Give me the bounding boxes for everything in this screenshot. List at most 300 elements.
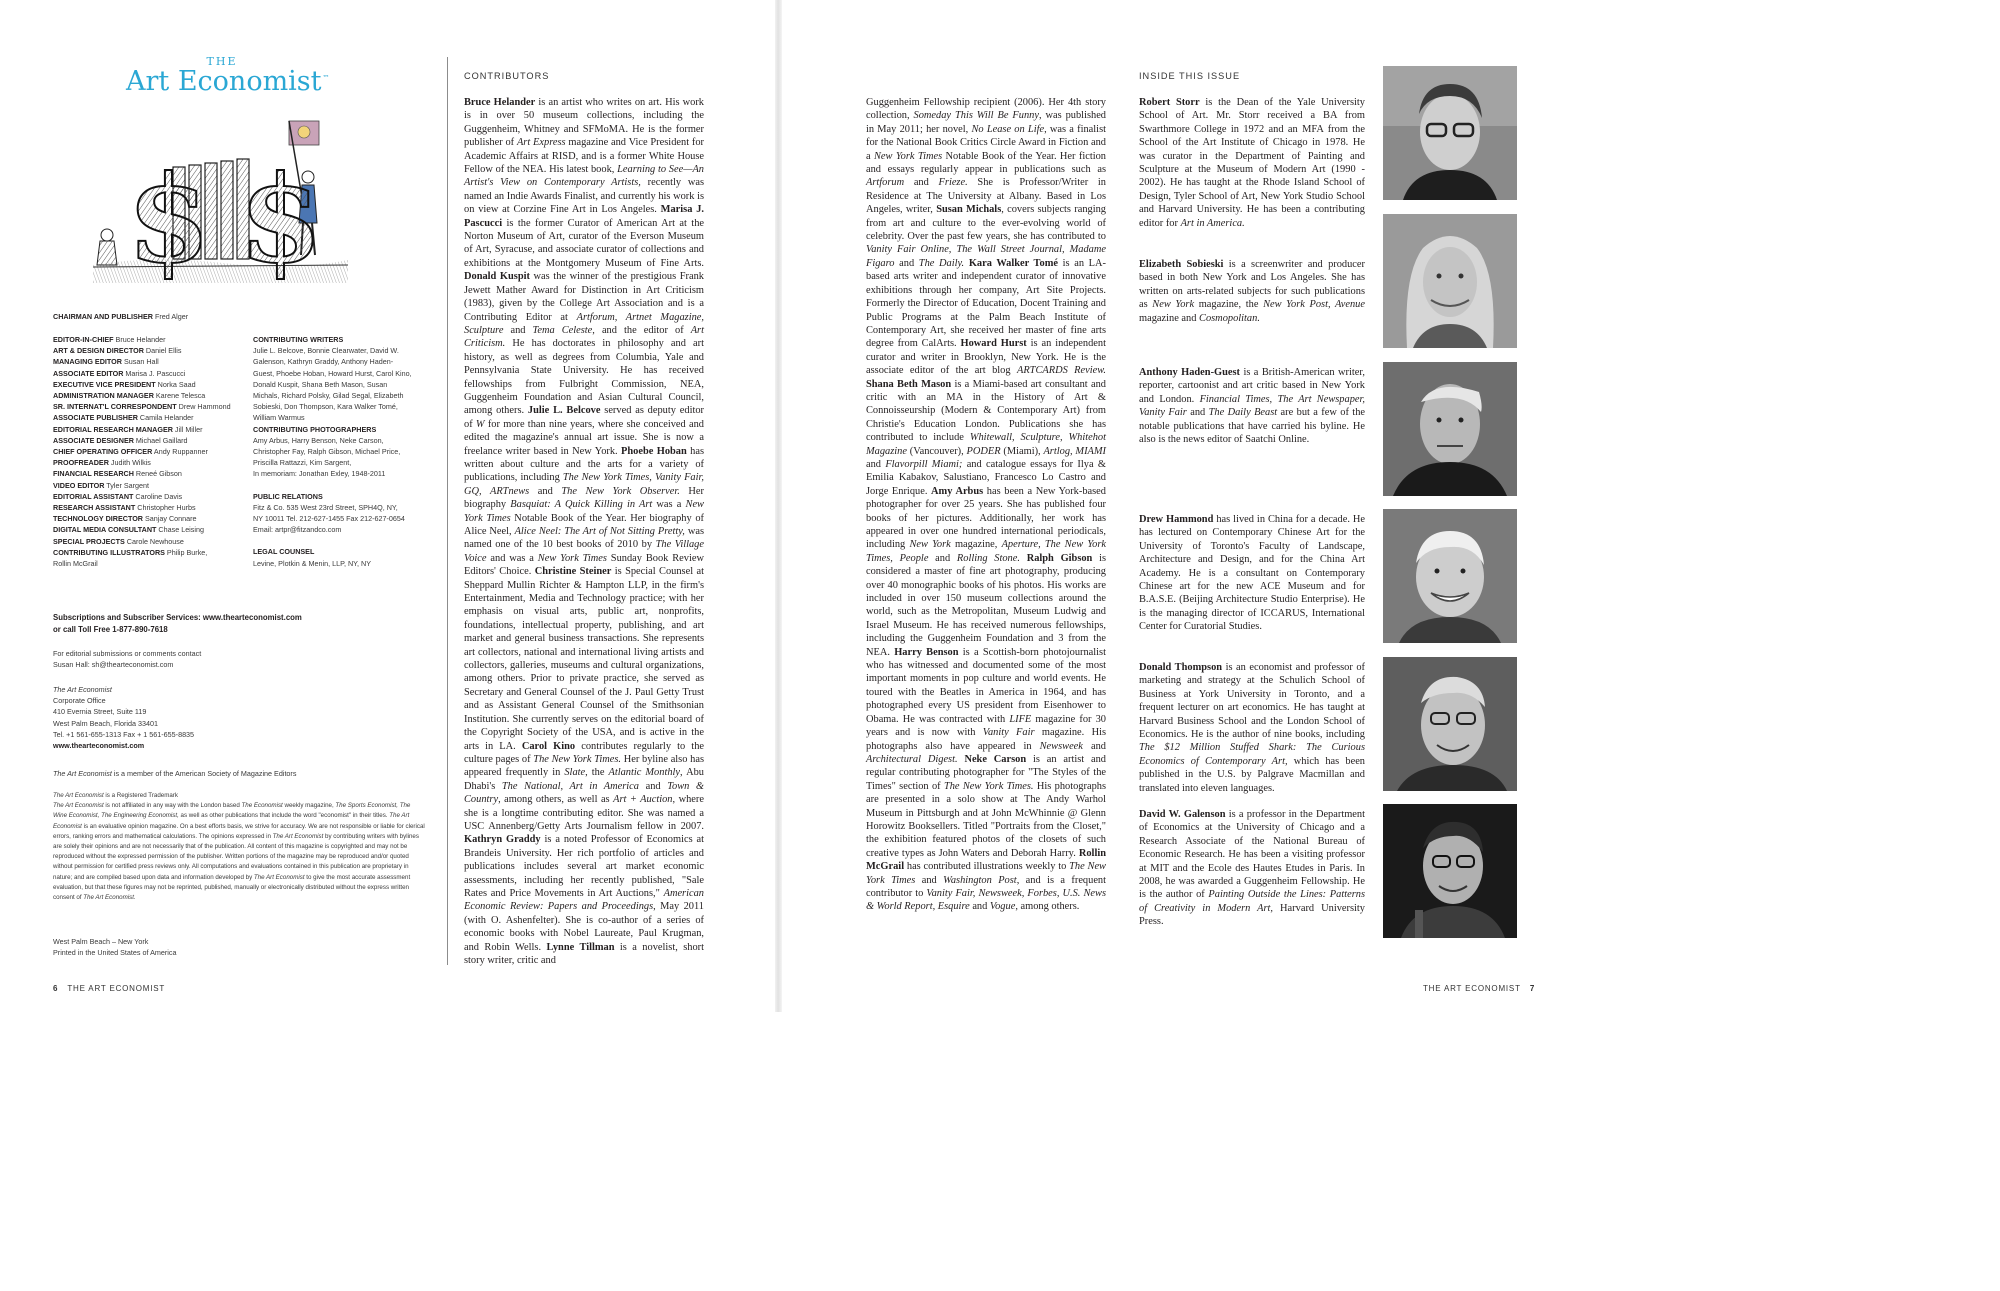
staff-role: EXECUTIVE VICE PRESIDENT — [53, 379, 156, 389]
text-run: contributes regularly to the culture pages of — [464, 740, 705, 765]
text-line: Amy Arbus, Harry Benson, Neke Carson, — [253, 435, 384, 445]
text-run: by contributing writers with bylines are solely their opinions and are not necessarily that of the publication. All content of this magazine is copyrighted and may not be reproduced without the expressed permission of the publisher. Written portions of the magazine may be reproduced and/or quoted without permission for certified press reviews only. All computations and evaluations contained in this publication are proprietary in nature; and are compiled based upon data and information developed by — [53, 832, 419, 881]
name-run: Donald Thompson — [1139, 662, 1223, 673]
text-run: New York Times — [464, 499, 704, 524]
name-run: Elizabeth Sobieski — [1139, 259, 1224, 270]
staff-name: Caroline Davis — [133, 491, 183, 501]
photographers-heading: CONTRIBUTING PHOTOGRAPHERS — [253, 424, 377, 434]
text-run: Slate — [564, 767, 586, 779]
text-line: Julie L. Belcove, Bonnie Clearwater, David W. — [253, 346, 399, 356]
text-run: Architectural Digest. — [866, 753, 958, 765]
name-run: Christine Steiner — [534, 566, 612, 578]
staff-name: Chase Leising — [156, 525, 204, 535]
name-run: Kathryn Graddy — [464, 834, 541, 846]
text-run: and — [1186, 407, 1209, 419]
text-run: (Miami), — [1000, 445, 1044, 457]
contributors-credits — [253, 334, 443, 569]
staff-entry — [53, 524, 248, 535]
text-run: and — [904, 177, 939, 189]
text-run: Rolling Stone. — [956, 552, 1020, 564]
staff-role: EDITOR-IN-CHIEF — [53, 335, 114, 344]
text-line: NY 10011 Tel. 212-627-1455 Fax 212-627-0654 — [253, 514, 405, 524]
text-run: and catalogue essays for Ilya & Emilia Kabakov, Salustiano, Francesco Lo Castro and Jorge Enrique. — [866, 458, 1106, 497]
text-run: , where she is a longtime contributing editor. She was named a USC Annenberg/Getty Arts Journalism fellow in 2007. — [464, 794, 704, 832]
text-run: The Art Economist. — [83, 894, 136, 902]
staff-entry — [53, 390, 248, 401]
text-run: His photographs are presented in a solo show at The Andy Warhol Museum in Pittsburgh and at John McWhinnie @ Glenn Horowitz Booksellers. Titled "Portraits from the Closet," the exhibition featured photos of the closets of such creative types as John Waters and Deborah Harry. — [866, 780, 1106, 859]
staff-entry — [53, 424, 248, 435]
writers-lines — [253, 345, 443, 423]
trademark-title — [53, 791, 425, 801]
text-run: New York Times — [873, 150, 943, 162]
text-run: Artlog, MIAMI — [1043, 445, 1106, 457]
text-run: Painting Outside the Lines: Patterns of Creativity in Modern Art, — [1139, 889, 1366, 914]
text-run: has been a New York-based photographer for over 25 years. She has published four books of her pictures. Additionally, her work has appeared in over one hundred international periodicals, including — [866, 485, 1106, 551]
text-line: Christopher Fay, Ralph Gibson, Michael Price, — [253, 447, 401, 457]
staff-name: Sanjay Connare — [142, 514, 197, 524]
portrait-drew-hammond-icon — [1383, 509, 1517, 643]
text-run: , May 2011 (with O. Ashenfelter). She is co-author of a series of economic books with Nobel Laureate, Paul Krugman, and Robin Wells. — [464, 901, 704, 953]
text-run: Her biography — [464, 485, 704, 511]
asme-publication: The Art Economist — [53, 769, 112, 778]
text-run: The Art Economist — [253, 873, 305, 881]
text-run: The Sports Economist, The Wine Economist, The Engineering Economist, — [53, 802, 411, 820]
staff-entry — [53, 446, 248, 457]
text-line: Donald Kuspit, Shana Beth Mason, Susan — [253, 379, 388, 389]
text-run: , and the editor of — [592, 324, 691, 336]
text-run: The New York Times — [866, 861, 1106, 886]
staff-name: Marisa J. Pascucci — [123, 368, 186, 378]
text-run: , among others. — [1015, 901, 1080, 913]
text-run: as well as other publications that include the word "economist" in their titles. — [178, 812, 390, 820]
masthead-staff-list — [53, 334, 248, 569]
text-run: was named one of the 10 best books of 2010 by — [464, 526, 704, 551]
text-line: Michals, Richard Polsky, Gilad Segal, Elizabeth — [253, 391, 404, 401]
text-run: , was published in May 2011; her novel, — [866, 110, 1106, 135]
text-run: Art + Auction — [613, 794, 673, 806]
text-run: New York — [1152, 299, 1195, 311]
staff-entry — [53, 412, 248, 423]
text-run: Art Express — [516, 137, 566, 149]
page-number-left: 6 — [53, 984, 59, 993]
trademark-body — [53, 801, 425, 903]
trademark-notice — [53, 791, 425, 903]
contributors-heading: CONTRIBUTORS — [464, 71, 550, 81]
text-run: Notable Book of the Year. Her biography of Alice Neel, — [464, 512, 705, 537]
name-run: Marisa J. Pascucci — [464, 204, 704, 229]
name-run: Kara Walker Tomé — [968, 257, 1058, 269]
text-run: is a screenwriter and producer based in both New York and Los Angeles. She has written on arts-related subjects for such publications as — [1139, 259, 1365, 311]
name-run: Julie L. Belcove — [527, 405, 601, 417]
text-run: The New York Observer. — [561, 485, 680, 497]
text-line: Guest, Phoebe Hoban, Howard Hurst, Carol Kino, — [253, 368, 412, 378]
public-relations-heading: PUBLIC RELATIONS — [253, 491, 323, 501]
text-run: is an artist who writes on art. His work is in over 50 museum collections, including the Guggenheim, Whitney and SFMoMA. He is the former publisher of — [464, 97, 705, 149]
dollar-right: $ — [239, 149, 323, 283]
inside-this-issue-heading: INSIDE THIS ISSUE — [1139, 71, 1241, 81]
text-run: Newsweek — [1039, 740, 1083, 752]
text-run: is a novelist, short story writer, critic and — [464, 941, 705, 966]
office-lines — [53, 695, 194, 740]
text-run: The Art Economist — [53, 812, 410, 830]
name-run: Susan Michals — [936, 204, 1002, 216]
bio-donald-thompson — [1139, 661, 1365, 795]
name-run: Ralph Gibson — [1026, 552, 1093, 564]
text-run: Alice Neel: The Art of Not Sitting Pretty, — [514, 526, 685, 537]
trademark-title-rest: is a Registered Trademark — [103, 792, 178, 799]
text-line: Fitz & Co. 535 West 23rd Street, SPH4Q, NY, — [253, 502, 398, 512]
bio-elizabeth-sobieski — [1139, 258, 1365, 325]
text-run: The National, Art in America — [501, 780, 639, 792]
folio-left-title: THE ART ECONOMIST — [67, 984, 166, 993]
text-run: and was a — [486, 552, 538, 564]
text-run: weekly magazine, — [282, 802, 336, 810]
editorial-line-2: Susan Hall: sh@thearteconomist.com — [53, 660, 174, 670]
staff-entry-continued: Rollin McGrail — [53, 559, 98, 569]
name-run: Robert Storr — [1139, 97, 1200, 108]
staff-role: ASSOCIATE DESIGNER — [53, 435, 134, 445]
staff-name: Carole Newhouse — [124, 536, 184, 546]
staff-entry — [53, 547, 248, 558]
name-run: Bruce Helander — [464, 97, 536, 108]
contributors-column-1 — [464, 96, 704, 967]
text-run: and — [1082, 740, 1106, 752]
portrait-elizabeth-sobieski-icon — [1383, 214, 1517, 348]
staff-name: Jill Miller — [172, 424, 203, 434]
name-run: Donald Kuspit — [464, 271, 530, 283]
text-run: served as deputy editor of — [464, 405, 705, 430]
name-run: Phoebe Hoban — [621, 445, 687, 457]
text-run: LIFE — [1009, 713, 1032, 725]
bio-david-galenson — [1139, 808, 1365, 929]
staff-name: Daniel Ellis — [143, 346, 182, 356]
text-run: The New York Times, Vanity Fair, GQ, ARTnews — [464, 472, 704, 497]
text-run: recently was named an Indie Awards Finalist, and currently his work is on view at Corzine Fine Art in Los Angeles. — [464, 177, 704, 216]
legal-counsel-lines — [253, 558, 443, 569]
staff-role: FINANCIAL RESEARCH — [53, 469, 134, 479]
text-run: is an independent curator and writer in Brooklyn, New York. He is the associate editor of the art blog — [866, 338, 1106, 377]
name-run: Neke Carson — [964, 753, 1027, 765]
text-run: has contributed illustrations weekly to — [904, 861, 1070, 873]
asme-note — [53, 768, 296, 779]
staff-entry — [53, 468, 248, 479]
text-run: magazine for 30 years and is now with — [866, 713, 1107, 739]
text-run: is considered a master of fine art photography, producing over 40 monographic books of his photos. His works are included in over 150 museum collections around the world, such as the Metropolitan, Museum Ludwig and Israel Museum. He has received numerous fellowships, including the Guggenheim Foundation and 3 from the NEA. — [866, 552, 1107, 658]
text-run: magazine and — [1139, 312, 1200, 324]
text-run: , Abu Dhabi's — [464, 767, 704, 792]
trademark-title-name: The Art Economist — [53, 792, 104, 799]
text-run: (Vancouver), — [906, 445, 967, 457]
staff-name: Philip Burke, — [164, 547, 208, 557]
text-run: The New York Times. — [533, 753, 622, 765]
name-run: Anthony Haden-Guest — [1139, 367, 1241, 378]
text-line: William Warmus — [253, 413, 305, 423]
publisher-line — [53, 311, 188, 322]
text-run: is an evaluative opinion magazine. On a best efforts basis, we strive for accuracy. We are not responsible or liable for clerical errors, ranking errors and mathematical calculations. The opinions expressed in — [53, 822, 425, 840]
text-run: is a British-American writer, reporter, cartoonist and art critic based in New York and London. — [1139, 367, 1365, 405]
staff-entry — [53, 401, 248, 412]
text-run: and — [639, 780, 668, 792]
text-line: Levine, Plotkin & Menin, LLP, NY, NY — [253, 558, 371, 568]
text-run — [1020, 553, 1027, 564]
publisher-role: CHAIRMAN AND PUBLISHER — [53, 312, 153, 321]
portrait-anthony-haden-guest-icon — [1383, 362, 1517, 496]
legal-counsel-heading: LEGAL COUNSEL — [253, 547, 315, 557]
staff-entry — [53, 334, 248, 345]
text-line: Galenson, Kathryn Graddy, Anthony Haden- — [253, 357, 394, 367]
name-run: Shana Beth Mason — [866, 378, 952, 390]
staff-name: Norka Saad — [155, 379, 196, 389]
text-run: The Economist — [241, 802, 283, 810]
text-run: Art Criticism. — [464, 324, 704, 350]
text-run: magazine and Vice President for Academic Affairs at RISD, and is a former White House Fellow of the NEA. His latest book, — [464, 137, 705, 176]
text-run: to give the most accurate assessment evaluation, but that these figures may not be reprinted, published, manually or electronically distributed without the express written consent of — [53, 873, 411, 902]
text-run: He has doctorates in philosophy and art history, as well as degrees from Columbia, Yale and Pennsylvania State University. He has received fellowships from Fulbright Commission, NEA, Guggenheim Foundation and Asian Cultural Council, among others. — [464, 338, 704, 417]
text-run: was the winner of the prestigious Frank Jewett Mather Award for Distinction in Art Criticism (1983), given by the College Art Association and is a Contributing Editor at — [464, 271, 704, 323]
text-run: is Special Counsel at Sheppard Mullin Richter & Hampton LLP, in the firm's Entertainment, Media and Technology practice; with her emphasis on visual arts, public art, nonprofits, foundations, intellectual property, publishing, and art market and general business transactions. She represents art collectors, national and international living artists and collectors, galleries, museums and cultural organizations, among others. Prior to private practice, she served as Secretary and General Counsel of the J. Paul Getty Trust and as Assistant General Counsel of the Smithsonian Institution. She currently serves on the editorial board of the Copyright Society of the USA, and is active in the arts in LA. — [464, 566, 704, 752]
writers-heading: CONTRIBUTING WRITERS — [253, 335, 344, 344]
text-run: Vanity Fair Online, The Wall Street Journal, Madame Figaro — [866, 244, 1106, 269]
staff-name: Reneé Gibson — [133, 469, 182, 479]
text-run: Frieze. — [938, 177, 968, 189]
text-run: No Lease on Life — [971, 123, 1045, 135]
dollar-left: $ — [127, 149, 211, 283]
text-run: Vanity Fair, Newsweek, Forbes, U.S. News & World Report, Esquire — [866, 887, 1106, 913]
text-run: , and is a frequent contributor to — [866, 874, 1107, 899]
name-run: Carol Kino — [521, 740, 576, 752]
staff-name: Christopher Hurbs — [135, 503, 196, 513]
text-run: for more than nine years, where she conceived and edited the magazine's annual art issue. She is now a freelance writer based in New York. — [464, 418, 704, 457]
text-run: W — [475, 418, 485, 430]
staff-role: VIDEO EDITOR — [53, 480, 105, 490]
staff-role: CONTRIBUTING ILLUSTRATORS — [53, 547, 165, 557]
text-run: is an LA-based arts writer and independent curator of innovative exhibitions through her company, Art Site Projects. Formerly the Director of Education, Docent Training and Public Programs at the Palm Beach Institute of Contemporary Art, she received her master of fine arts degree from CalArts. — [866, 257, 1106, 350]
name-run: Lynne Tillman — [546, 941, 615, 953]
right-page — [782, 0, 1550, 1012]
staff-role: PROOFREADER — [53, 458, 109, 468]
text-run: Notable Book of the Year. Her fiction and essays regularly appear in publications such as — [866, 150, 1106, 176]
name-run: Amy Arbus — [931, 485, 984, 497]
staff-name: Susan Hall — [121, 357, 159, 367]
bio-anthony-haden-guest — [1139, 366, 1365, 446]
text-run: The Village Voice — [464, 539, 704, 564]
text-run: Artforum, Artnet Magazine, Sculpture — [464, 311, 704, 336]
name-run: Rollin McGrail — [866, 847, 1106, 873]
staff-entry — [53, 502, 248, 513]
staff-name: Karene Telesca — [153, 391, 206, 401]
text-run: Art in America. — [1180, 217, 1245, 229]
text-run: are but a few of the notable publications that have carried his byline. He also is the news editor of Saatchi Online. — [1139, 407, 1366, 446]
text-run: , among others, as well as — [498, 794, 614, 806]
staff-entry — [53, 536, 248, 547]
folio-left — [53, 984, 165, 993]
text-run: and — [915, 874, 944, 886]
name-run: Drew Hammond — [1139, 514, 1214, 525]
subscriptions-line-1: Subscriptions and Subscriber Services: www.thearteconomist.com — [53, 613, 302, 622]
text-run: and — [503, 324, 533, 336]
subscriptions-line-2: or call Toll Free 1-877-890-7618 — [53, 625, 168, 634]
text-run: New York — [909, 539, 951, 551]
folio-right — [1423, 984, 1535, 993]
imprint-line-2: Printed in the United States of America — [53, 948, 177, 958]
text-run: and — [928, 552, 957, 564]
text-run: is a Miami-based art consultant and critic with an MA in the History of Art & Connoisseurship (Modern & Contemporary Art) from Christie's Education London. Publications she has contributed to include — [866, 378, 1106, 444]
name-run: Harry Benson — [894, 646, 959, 658]
staff-entry — [53, 457, 248, 468]
staff-role: ADMINISTRATION MANAGER — [53, 391, 154, 401]
text-run: Atlantic Monthly — [608, 767, 681, 779]
dollar-signs-engraving-icon — [93, 115, 348, 283]
text-run: and — [529, 485, 562, 497]
text-line: Email: artpr@fitzandco.com — [253, 525, 342, 535]
staff-role: RESEARCH ASSISTANT — [53, 503, 136, 513]
text-run: The Daily Beast — [1208, 407, 1278, 419]
text-line: Priscilla Rattazzi, Kim Sargent, — [253, 458, 352, 468]
logo-name: Art Economist — [126, 66, 322, 97]
public-relations-lines — [253, 502, 443, 536]
text-run: Tema Celeste — [532, 324, 593, 336]
text-run: Town & Country — [464, 780, 705, 806]
text-run: The Daily. — [918, 257, 965, 269]
text-run: New York Times — [537, 552, 607, 564]
text-line: 410 Evernia Street, Suite 119 — [53, 707, 147, 717]
text-run: Basquiat: A Quick Killing in Art — [510, 499, 653, 511]
folio-right-title: THE ART ECONOMIST — [1423, 984, 1521, 993]
text-run: ARTCARDS Review. — [1016, 365, 1106, 377]
text-run: and — [866, 458, 886, 470]
trademark-symbol: ™ — [322, 74, 330, 82]
text-run: Cosmopolitan. — [1199, 312, 1260, 324]
staff-role: SR. INTERNAT'L CORRESPONDENT — [53, 402, 177, 412]
text-run: was a — [652, 499, 686, 511]
text-line: Tel. +1 561-655-1313 Fax + 1 561-655-8835 — [53, 729, 195, 739]
portrait-robert-storr-icon — [1383, 66, 1517, 200]
staff-name: Camila Helander — [137, 413, 194, 423]
portrait-donald-thompson-icon — [1383, 657, 1517, 791]
left-page — [0, 0, 775, 1012]
text-run: magazine. His photographs also have appeared in — [866, 727, 1107, 752]
staff-entry — [53, 356, 248, 367]
staff-name: Andy Ruppanner — [152, 447, 208, 457]
contributors-column-2 — [866, 96, 1106, 914]
text-line: In memoriam: Jonathan Exley, 1948-2011 — [253, 469, 386, 479]
text-run: Someday This Will Be Funny — [913, 110, 1039, 122]
text-run: Her byline also has appeared frequently in — [464, 753, 704, 779]
text-run: is a noted Professor of Economics at Brandeis University. Her rich portfolio of articles and publications includes several art market economic assessments, including her recently published, "Sale Rates and Price Movements in Art Auctions," — [464, 834, 705, 899]
photographers-lines — [253, 435, 443, 480]
staff-name: Michael Gaillard — [133, 435, 188, 445]
text-run: Artforum — [866, 177, 905, 189]
text-run: , was a finalist for the National Book Critics Circle Award in Fiction and a — [866, 123, 1106, 162]
staff-entry — [53, 435, 248, 446]
text-run: The Art Economist — [53, 802, 104, 810]
text-run: Financial Times, The Art Newspaper, Vanity Fair — [1139, 393, 1365, 419]
name-run: Howard Hurst — [960, 338, 1027, 350]
staff-name: Drew Hammond — [176, 402, 231, 412]
staff-role: CHIEF OPERATING OFFICER — [53, 447, 153, 457]
office-website: www.thearteconomist.com — [53, 741, 145, 751]
text-run: Learning to See—An Artist's View on Contemporary Artists, — [464, 164, 704, 189]
logo — [126, 66, 330, 97]
text-run: Vogue — [989, 901, 1016, 913]
text-run: Sunday Book Review Editors' Choice. — [464, 552, 704, 578]
staff-role: ASSOCIATE PUBLISHER — [53, 413, 138, 423]
text-run: The Art Economist — [272, 832, 324, 840]
editorial-contact — [53, 648, 201, 670]
bio-robert-storr — [1139, 96, 1365, 230]
text-run: and — [894, 257, 919, 269]
staff-role: SPECIAL PROJECTS — [53, 536, 125, 546]
text-run: Flavorpill Miami; — [885, 458, 963, 470]
staff-entry — [53, 480, 248, 491]
staff-role: EDITORIAL RESEARCH MANAGER — [53, 424, 173, 434]
name-run: David W. Galenson — [1139, 809, 1226, 820]
text-line: West Palm Beach, Florida 33401 — [53, 718, 158, 728]
text-run: is a Scottish-born photojournalist who has witnessed and documented some of the most important moments in pop culture and world events. He toured with the Beatles in America in 1964, and has photographed every US president from Eisenhower to Obama. He was contracted with — [866, 646, 1106, 725]
staff-role: TECHNOLOGY DIRECTOR — [53, 514, 143, 524]
staff-entry — [53, 491, 248, 502]
text-line: Sobieski, Don Thompson, Kara Walker Tomé, — [253, 402, 398, 412]
staff-name: Tyler Sargent — [104, 480, 150, 490]
text-run: is the former Curator of American Art at the Norton Museum of Art, curator of the Everson Museum of Art, Syracuse, and associate curator of collections and exhibitions at the Montgomery Museum of Fine Arts. — [464, 217, 704, 269]
text-run: magazine, the — [1194, 299, 1264, 311]
text-run: Washington Post — [943, 874, 1017, 886]
text-run: has lived in China for a decade. He has lectured on Contemporary Chinese Art for the University of Toronto's Faculty of Landscape, Architecture and Design, and for the China Art Academy. He is a consultant on Contemporary Chinese art for the new ACE Museum and for B.A.S.E. (Beijing Architecture Studio Enterprise). He is the managing director of ICCARUS, International Center for Curatorial Studies. — [1139, 514, 1366, 633]
staff-name: Bruce Helander — [113, 335, 166, 344]
editorial-line-1: For editorial submissions or comments contact — [53, 649, 202, 658]
text-run: Aperture, The New York Times, People — [866, 539, 1106, 564]
text-line: Corporate Office — [53, 696, 106, 706]
logo-the: THE — [206, 55, 238, 68]
office-address — [53, 684, 194, 751]
staff-name: Judith Wilkis — [108, 458, 151, 468]
asme-text: is a member of the American Society of Magazine Editors — [111, 769, 297, 778]
staff-role: EDITORIAL ASSISTANT — [53, 491, 134, 501]
staff-role: ASSOCIATE EDITOR — [53, 368, 124, 378]
page-number-right: 7 — [1529, 984, 1536, 993]
text-run: Whitewall, Sculpture, Whitehot Magazine — [866, 432, 1106, 457]
text-run: She is Professor/Writer in Residence at The University at Albany. Based in Los Angeles, writer, — [866, 177, 1106, 216]
text-run: which has been published in the U.S. by Palgrave Macmillan and translated into eleven languages. — [1139, 755, 1366, 794]
publisher-name: Fred Alger — [154, 312, 189, 321]
text-run: American Economic Review: Papers and Proceedings — [464, 887, 704, 913]
spread-gutter — [775, 0, 782, 1012]
text-run: , the — [585, 767, 609, 779]
staff-role: ART & DESIGN DIRECTOR — [53, 346, 144, 356]
text-run: has written about culture and the arts for a variety of publications, including — [464, 445, 704, 484]
text-run: , covers subjects ranging from art and culture to the ever-evolving world of celebrity. Over the past few years, she has contributed to — [866, 204, 1106, 243]
text-run: Harvard University Press. — [1139, 902, 1365, 928]
office-name: The Art Economist — [53, 685, 112, 694]
staff-entry — [53, 345, 248, 356]
column-divider — [447, 57, 448, 965]
staff-role: MANAGING EDITOR — [53, 357, 122, 367]
imprint — [53, 936, 176, 958]
staff-entry — [53, 368, 248, 379]
portrait-david-galenson-icon — [1383, 804, 1517, 938]
text-run: Guggenheim Fellowship recipient (2006). Her 4th story collection, — [866, 97, 1106, 122]
text-run: PODER — [966, 445, 1001, 457]
staff-entry — [53, 379, 248, 390]
bio-drew-hammond — [1139, 513, 1365, 634]
text-run: is an artist and regular contributing photographer for "The Styles of the Times" section of — [866, 753, 1106, 792]
text-run: is a professor in the Department of Economics at the University of Chicago and a Research Associate of the National Bureau of Economic Research. He has been a visiting professor at MIT and the Ecole des Hautes Etudes in Paris. In 2008, he was awarded a Guggenheim Fellowship. He is the author of — [1139, 809, 1365, 901]
staff-entry — [53, 513, 248, 524]
subscriptions-info — [53, 612, 302, 636]
imprint-line-1: West Palm Beach – New York — [53, 937, 149, 946]
text-run: magazine, — [950, 539, 1002, 551]
text-run: and — [969, 901, 990, 913]
